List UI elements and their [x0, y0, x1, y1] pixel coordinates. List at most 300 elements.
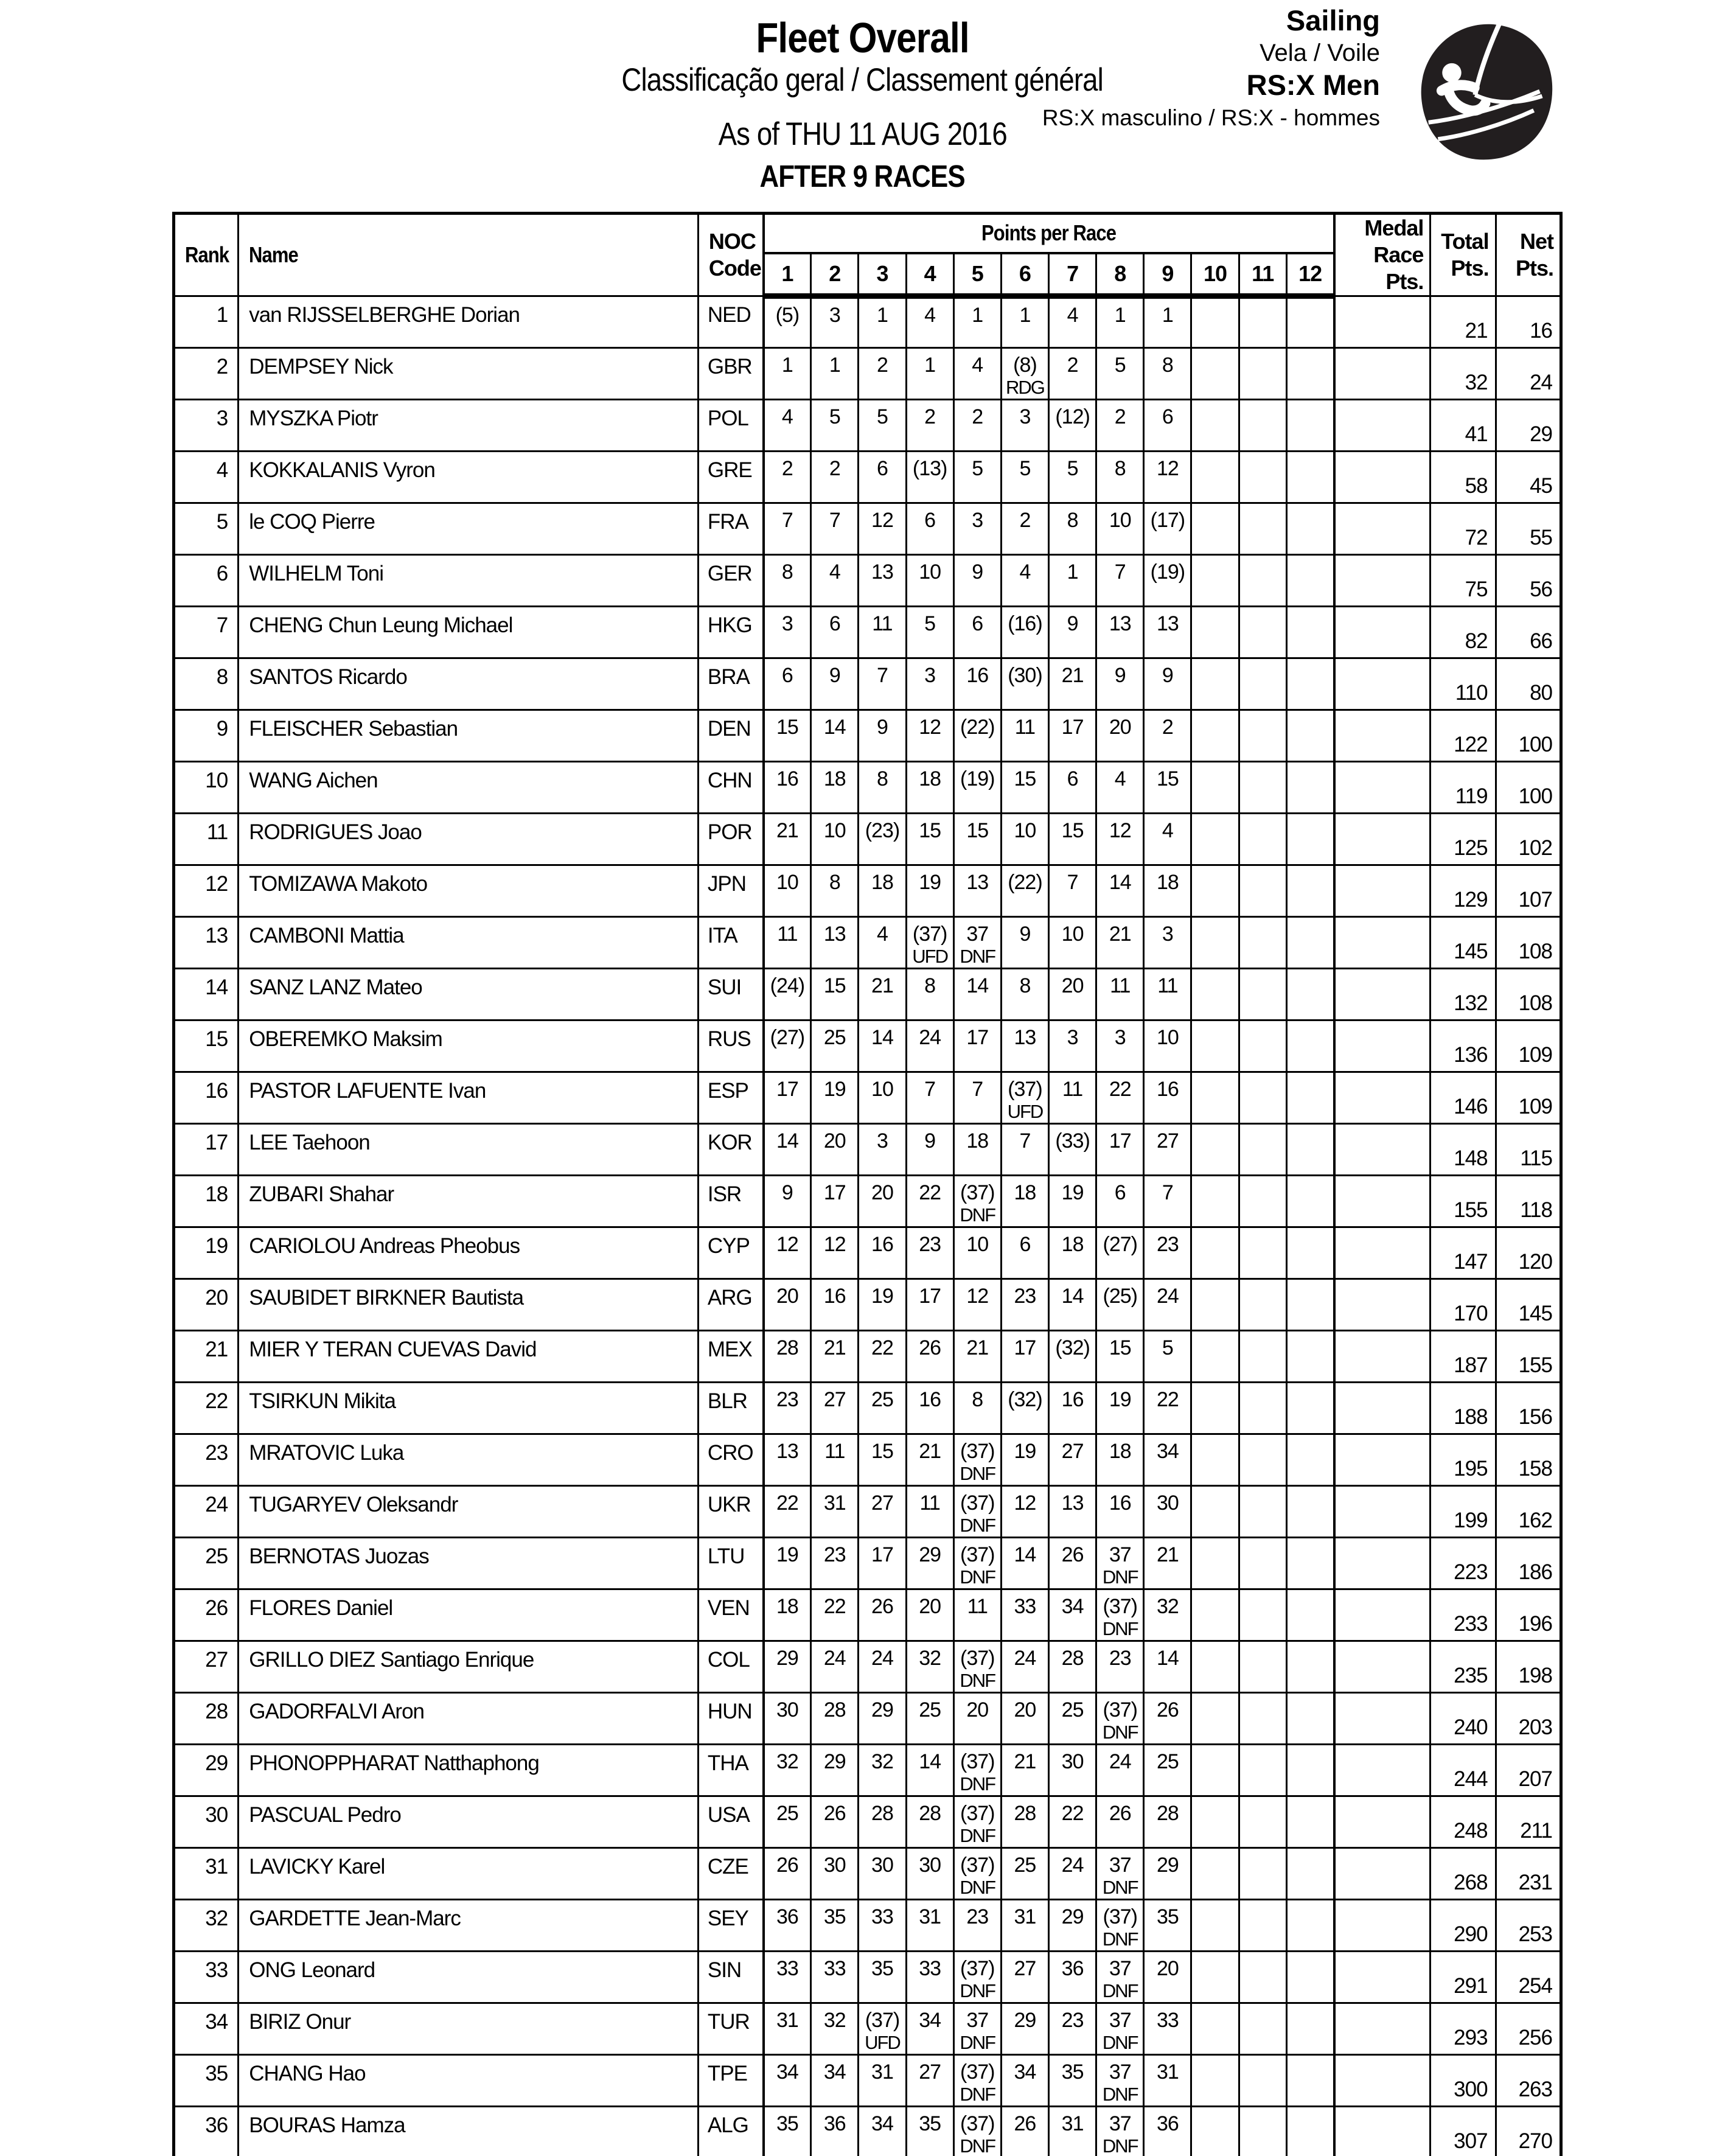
race-points-cell	[1096, 865, 1144, 917]
standings-row	[174, 400, 1561, 452]
race-points-cell	[1096, 1434, 1144, 1486]
race-points-cell	[859, 1693, 906, 1745]
race-points-value: 21	[871, 974, 893, 997]
race-points-cell	[953, 1124, 1001, 1176]
total-points-cell	[1431, 400, 1496, 452]
race-points-value: 35	[823, 1905, 846, 1928]
race-points-cell	[1001, 814, 1048, 865]
race-points-cell	[1144, 296, 1191, 348]
total-points-value: 129	[1454, 888, 1488, 912]
race-points-cell	[811, 555, 859, 607]
race-points-cell	[906, 658, 953, 710]
race-points-value: 25	[823, 1026, 846, 1049]
net-header-line2: Pts.	[1515, 256, 1553, 281]
race-points-cell	[1144, 1900, 1191, 1952]
race-points-cell	[906, 710, 953, 762]
athlete-name: RODRIGUES Joao	[249, 820, 422, 844]
net-points-cell	[1496, 2055, 1561, 2107]
race-points-cell	[906, 1952, 953, 2003]
total-points-cell	[1431, 1745, 1496, 1796]
race-points-value: 21	[1014, 1750, 1036, 1773]
total-points-cell	[1431, 814, 1496, 865]
race-points-value: 21	[966, 1336, 989, 1359]
race-points-cell	[953, 2003, 1001, 2055]
race-points-value: 26	[1014, 2112, 1036, 2135]
race-points-value: 33	[871, 1905, 893, 1928]
race-points-value: (5)	[775, 304, 800, 327]
total-points-value: 119	[1455, 784, 1488, 808]
race-points-value: 34	[919, 2009, 941, 2032]
athlete-name: LAVICKY Karel	[249, 1855, 385, 1879]
race-points-cell	[906, 400, 953, 452]
rank-cell	[174, 1176, 239, 1227]
noc-code: HKG	[707, 613, 752, 637]
race-points-cell	[953, 969, 1001, 1020]
noc-cell	[698, 348, 763, 400]
race-points-cell	[1096, 607, 1144, 658]
standings-row	[174, 1641, 1561, 1693]
race-points-cell	[811, 607, 859, 658]
race-points-cell	[811, 710, 859, 762]
race-points-cell	[764, 1072, 811, 1124]
race-points-value: (30)	[1008, 664, 1042, 687]
race-points-value: 31	[1156, 2060, 1179, 2084]
race-points-value: 7	[1067, 871, 1078, 894]
race-points-value: 18	[776, 1595, 798, 1618]
race-points-value: 28	[1014, 1802, 1036, 1825]
race-points-value: 8	[1162, 354, 1173, 377]
total-points-value: 136	[1454, 1043, 1488, 1067]
race-points-value: 14	[1156, 1647, 1179, 1670]
race-points-value: 8	[781, 560, 793, 584]
race-points-cell	[1144, 1176, 1191, 1227]
noc-code: NED	[707, 303, 751, 327]
race-points-cell	[906, 1641, 953, 1693]
rank-cell	[174, 503, 239, 555]
race-points-cell	[1001, 2107, 1048, 2156]
race-points-value: 6	[1114, 1181, 1126, 1204]
race-points-cell	[1096, 1279, 1144, 1331]
medal-race-points-cell	[1334, 658, 1431, 710]
race-points-value: 22	[823, 1595, 846, 1618]
race-points-value: 2	[1019, 509, 1031, 532]
noc-cell	[698, 1434, 763, 1486]
race-points-value: 9	[972, 560, 983, 584]
race-points-note: DNF	[960, 2084, 995, 2105]
athlete-name: CHANG Hao	[249, 2062, 366, 2085]
noc-cell	[698, 2107, 763, 2156]
noc-code: POL	[707, 406, 748, 430]
medal-race-points-cell	[1334, 1589, 1431, 1641]
race-points-value: (27)	[1103, 1233, 1137, 1256]
race-points-cell	[764, 2003, 811, 2055]
total-points-value: 41	[1465, 422, 1488, 446]
noc-cell	[698, 1952, 763, 2003]
race-points-value: 26	[1109, 1802, 1131, 1825]
race-points-value: (33)	[1055, 1129, 1090, 1153]
race-points-cell	[1001, 1900, 1048, 1952]
athlete-name: CARIOLOU Andreas Pheobus	[249, 1234, 520, 1258]
standings-row	[174, 348, 1561, 400]
race-points-cell	[1286, 1745, 1334, 1796]
race-points-cell	[1191, 969, 1239, 1020]
race-points-cell	[1001, 1952, 1048, 2003]
race-points-note: UFD	[1007, 1101, 1043, 1122]
race-points-value: 15	[919, 819, 941, 842]
standings-row	[174, 1900, 1561, 1952]
total-header-line1: Total	[1441, 229, 1489, 254]
race-points-cell	[1049, 1796, 1096, 1848]
race-points-value: 34	[776, 2060, 798, 2084]
race-points-value: 24	[823, 1647, 846, 1670]
rank-value: 25	[205, 1544, 228, 1568]
race-points-cell	[811, 1693, 859, 1745]
race-points-cell	[1144, 2003, 1191, 2055]
race-points-cell	[1049, 917, 1096, 969]
athlete-name: MYSZKA Piotr	[249, 406, 378, 430]
race-points-cell	[1286, 2055, 1334, 2107]
standings-row	[174, 658, 1561, 710]
noc-cell	[698, 555, 763, 607]
race-points-value: 13	[1109, 612, 1131, 635]
race-points-cell	[953, 1589, 1001, 1641]
race-points-value: 11	[1110, 974, 1131, 997]
race-points-value: 2	[1114, 405, 1126, 428]
race-points-cell	[1049, 710, 1096, 762]
name-cell	[239, 762, 699, 814]
rank-cell	[174, 762, 239, 814]
race-points-value: 5	[1114, 354, 1126, 377]
noc-code: ESP	[707, 1079, 748, 1103]
race-points-value: 18	[1156, 871, 1179, 894]
column-header-rank: Rank	[174, 214, 239, 296]
race-number-header: 10	[1191, 253, 1239, 296]
race-points-value: 3	[924, 664, 936, 687]
net-points-value: 145	[1518, 1302, 1552, 1325]
race-points-value: (12)	[1055, 405, 1090, 428]
race-points-cell	[859, 452, 906, 503]
name-cell	[239, 2003, 699, 2055]
noc-cell	[698, 917, 763, 969]
race-points-cell	[1191, 1693, 1239, 1745]
race-points-value: 4	[781, 405, 793, 428]
net-points-value: 108	[1518, 991, 1552, 1015]
athlete-name: ZUBARI Shahar	[249, 1182, 394, 1206]
noc-cell	[698, 1641, 763, 1693]
race-points-value: 12	[871, 509, 893, 532]
race-points-note: DNF	[960, 2135, 995, 2156]
race-points-cell	[906, 452, 953, 503]
race-points-cell	[811, 452, 859, 503]
race-points-value: 3	[972, 509, 983, 532]
noc-cell	[698, 1383, 763, 1434]
race-points-cell	[811, 1331, 859, 1383]
net-points-value: 100	[1518, 784, 1552, 808]
race-points-cell	[811, 865, 859, 917]
athlete-name: BIRIZ Onur	[249, 2010, 351, 2034]
race-points-value: 10	[966, 1233, 989, 1256]
race-points-cell	[1001, 1693, 1048, 1745]
race-points-cell	[1096, 1641, 1144, 1693]
race-points-value: 7	[924, 1078, 936, 1101]
net-points-cell	[1496, 1124, 1561, 1176]
race-points-value: 31	[871, 2060, 893, 2084]
athlete-name: PHONOPPHARAT Natthaphong	[249, 1751, 539, 1775]
standings-row	[174, 503, 1561, 555]
race-points-cell	[764, 400, 811, 452]
race-points-cell	[953, 1279, 1001, 1331]
noc-cell	[698, 607, 763, 658]
race-points-value: 12	[1109, 819, 1131, 842]
race-points-value: 23	[966, 1905, 989, 1928]
net-points-value: 211	[1520, 1819, 1552, 1843]
column-header-name: Name	[239, 214, 699, 296]
race-points-cell	[811, 969, 859, 1020]
athlete-name: MIER Y TERAN CUEVAS David	[249, 1338, 537, 1361]
race-points-cell	[1286, 1796, 1334, 1848]
race-points-cell	[764, 2055, 811, 2107]
noc-code: POR	[707, 820, 752, 844]
race-points-value: 14	[919, 1750, 941, 1773]
name-cell	[239, 1124, 699, 1176]
race-points-value: 26	[871, 1595, 893, 1618]
noc-code: COL	[707, 1648, 750, 1672]
race-points-cell	[1096, 710, 1144, 762]
race-points-cell	[1096, 1020, 1144, 1072]
race-points-value: 21	[1061, 664, 1084, 687]
name-cell	[239, 917, 699, 969]
race-points-cell	[811, 400, 859, 452]
race-points-cell	[764, 1434, 811, 1486]
name-cell	[239, 1020, 699, 1072]
race-points-cell	[859, 2107, 906, 2156]
race-points-value: 16	[966, 664, 989, 687]
medal-race-points-cell	[1334, 607, 1431, 658]
medal-race-points-cell	[1334, 1331, 1431, 1383]
race-points-value: 16	[823, 1285, 846, 1308]
race-points-value: 3	[781, 612, 793, 635]
race-points-value: 33	[776, 1957, 798, 1980]
race-points-cell	[953, 1486, 1001, 1538]
noc-code: GRE	[707, 458, 752, 482]
race-points-cell	[1191, 2003, 1239, 2055]
races-banner-text: AFTER 9 RACES	[759, 159, 966, 194]
race-points-value: 33	[1014, 1595, 1036, 1618]
race-points-value: 13	[1061, 1491, 1084, 1515]
race-points-cell	[1239, 1538, 1286, 1589]
race-points-value: 21	[1156, 1543, 1179, 1566]
race-points-cell	[1239, 503, 1286, 555]
race-points-value: 17	[1109, 1129, 1131, 1153]
name-cell	[239, 969, 699, 1020]
race-points-value: (27)	[770, 1026, 805, 1049]
race-points-value: 15	[871, 1440, 893, 1463]
noc-code: USA	[707, 1803, 750, 1827]
race-points-cell	[953, 607, 1001, 658]
race-points-cell	[1286, 348, 1334, 400]
net-points-value: 120	[1518, 1250, 1552, 1274]
race-points-cell	[1191, 607, 1239, 658]
rank-value: 23	[205, 1441, 228, 1465]
race-points-value: 5	[876, 405, 888, 428]
athlete-name: OBEREMKO Maksim	[249, 1027, 442, 1051]
race-points-value: 31	[823, 1491, 846, 1515]
race-points-value: 11	[967, 1595, 988, 1618]
noc-cell	[698, 1745, 763, 1796]
race-points-cell	[906, 917, 953, 969]
rank-value: 7	[216, 613, 228, 637]
race-points-note: DNF	[960, 1566, 995, 1588]
race-points-cell	[1286, 2107, 1334, 2156]
race-points-cell	[906, 762, 953, 814]
net-points-value: 45	[1530, 474, 1552, 498]
race-points-value: 7	[876, 664, 888, 687]
race-points-value: 13	[871, 560, 893, 584]
race-points-cell	[1144, 658, 1191, 710]
rank-cell	[174, 2003, 239, 2055]
race-points-cell	[859, 400, 906, 452]
net-points-cell	[1496, 1589, 1561, 1641]
race-points-cell	[1144, 1331, 1191, 1383]
athlete-name: van RIJSSELBERGHE Dorian	[249, 303, 520, 327]
race-points-value: 37	[1109, 2009, 1131, 2032]
race-points-value: 21	[1109, 923, 1131, 946]
race-points-value: 15	[1109, 1336, 1131, 1359]
race-points-note: DNF	[1102, 2032, 1138, 2053]
net-points-value: 102	[1518, 836, 1552, 860]
noc-cell	[698, 1900, 763, 1952]
race-points-value: 12	[1014, 1491, 1036, 1515]
race-points-value: 19	[1014, 1440, 1036, 1463]
total-points-value: 268	[1454, 1871, 1488, 1894]
medal-race-points-cell	[1334, 865, 1431, 917]
race-points-value: 4	[972, 354, 983, 377]
race-points-cell	[1001, 1434, 1048, 1486]
net-points-value: 108	[1518, 940, 1552, 963]
rank-value: 13	[205, 924, 228, 947]
race-points-cell	[1049, 2003, 1096, 2055]
race-points-value: 32	[1156, 1595, 1179, 1618]
race-points-cell	[1191, 1020, 1239, 1072]
athlete-name: BOURAS Hamza	[249, 2113, 405, 2137]
race-points-note: DNF	[960, 2032, 995, 2053]
total-points-value: 187	[1454, 1353, 1488, 1377]
athlete-name: BERNOTAS Juozas	[249, 1544, 429, 1568]
noc-code: VEN	[707, 1596, 750, 1620]
total-points-cell	[1431, 1486, 1496, 1538]
net-points-cell	[1496, 1486, 1561, 1538]
race-points-cell	[1191, 1176, 1239, 1227]
noc-cell	[698, 1124, 763, 1176]
total-points-value: 132	[1454, 991, 1488, 1015]
race-points-value: 22	[1061, 1802, 1084, 1825]
race-points-value: 35	[776, 2112, 798, 2135]
athlete-name: WANG Aichen	[249, 769, 378, 792]
race-points-cell	[1001, 296, 1048, 348]
race-points-value: 27	[871, 1491, 893, 1515]
race-points-value: (37)	[912, 923, 947, 946]
rank-cell	[174, 710, 239, 762]
net-points-cell	[1496, 503, 1561, 555]
total-points-value: 188	[1454, 1405, 1488, 1429]
race-points-value: 34	[1014, 2060, 1036, 2084]
race-points-cell	[859, 865, 906, 917]
net-points-cell	[1496, 555, 1561, 607]
race-points-cell	[811, 1383, 859, 1434]
race-points-value: 10	[1014, 819, 1036, 842]
race-points-cell	[1001, 1383, 1048, 1434]
race-points-value: 2	[1162, 716, 1173, 739]
race-points-note: DNF	[960, 1877, 995, 1898]
race-points-cell	[1191, 2107, 1239, 2156]
noc-code: THA	[707, 1751, 748, 1775]
net-points-value: 118	[1520, 1198, 1552, 1222]
medal-race-points-cell	[1334, 710, 1431, 762]
medal-race-points-cell	[1334, 2003, 1431, 2055]
race-points-value: 9	[1114, 664, 1126, 687]
race-points-cell	[859, 503, 906, 555]
race-points-cell	[906, 1331, 953, 1383]
standings-row	[174, 1486, 1561, 1538]
net-points-cell	[1496, 1641, 1561, 1693]
total-points-value: 235	[1454, 1664, 1488, 1687]
race-points-cell	[1096, 969, 1144, 1020]
race-points-value: 26	[1061, 1543, 1084, 1566]
race-points-value: 18	[919, 767, 941, 790]
race-points-cell	[1144, 1589, 1191, 1641]
race-points-cell	[1286, 1641, 1334, 1693]
race-points-value: 22	[919, 1181, 941, 1204]
race-points-cell	[1286, 296, 1334, 348]
noc-cell	[698, 1072, 763, 1124]
standings-row	[174, 1693, 1561, 1745]
net-points-value: 270	[1518, 2129, 1552, 2153]
race-points-cell	[1049, 1745, 1096, 1796]
rank-value: 14	[205, 975, 228, 999]
total-points-cell	[1431, 452, 1496, 503]
rank-value: 15	[205, 1027, 228, 1051]
rank-value: 17	[205, 1131, 228, 1154]
race-points-cell	[859, 658, 906, 710]
athlete-name: CHENG Chun Leung Michael	[249, 613, 513, 637]
race-points-cell	[1049, 1227, 1096, 1279]
race-points-value: 37	[966, 923, 989, 946]
race-points-value: 4	[924, 304, 936, 327]
net-points-value: 207	[1518, 1767, 1552, 1791]
race-points-value: 19	[1061, 1181, 1084, 1204]
race-points-value: 5	[1019, 457, 1031, 480]
race-points-value: 18	[823, 767, 846, 790]
standings-row	[174, 2003, 1561, 2055]
race-points-cell	[859, 1589, 906, 1641]
name-cell	[239, 1848, 699, 1900]
standings-row	[174, 1176, 1561, 1227]
race-points-value: 16	[776, 767, 798, 790]
total-points-cell	[1431, 607, 1496, 658]
race-points-value: 12	[919, 716, 941, 739]
standings-row	[174, 1383, 1561, 1434]
race-points-cell	[811, 503, 859, 555]
race-points-value: 37	[1109, 1543, 1131, 1566]
medal-race-points-cell	[1334, 1745, 1431, 1796]
standings-row	[174, 2055, 1561, 2107]
race-points-cell	[1096, 1796, 1144, 1848]
race-points-cell	[1239, 1331, 1286, 1383]
race-points-cell	[1191, 1434, 1239, 1486]
medal-race-points-cell	[1334, 969, 1431, 1020]
race-points-note: DNF	[1102, 1618, 1138, 1639]
medal-race-points-cell	[1334, 1641, 1431, 1693]
